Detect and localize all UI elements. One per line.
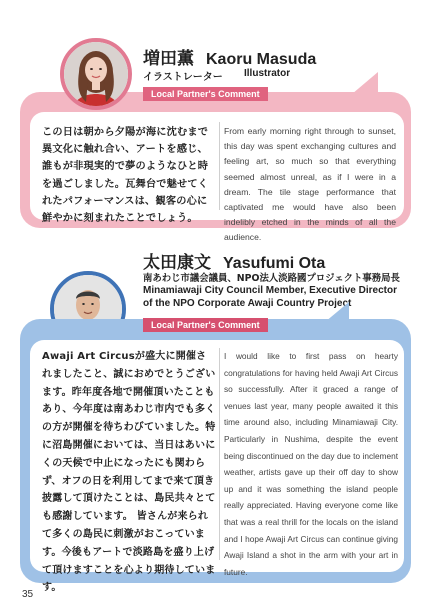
role-en-masuda: Illustrator — [244, 68, 291, 79]
name-en-masuda: Kaoru Masuda — [206, 51, 317, 68]
column-divider-masuda — [219, 122, 220, 210]
role-jp-ota: 南あわじ市議会議員、NPO法人淡路國プロジェクト事務局長 — [143, 273, 400, 284]
name-jp-ota: 太田康文 — [143, 253, 211, 273]
name-en-ota: Yasufumi Ota — [223, 255, 326, 272]
page-number: 35 — [22, 589, 34, 600]
comment-jp-masuda: この日は朝から夕陽が海に沈むまで異文化に触れ合い、アートを感じ、誰もが非現実的で夢のようなひと時を過ごしました。瓦舞台で魅せてくれたパフォーマンスは、観客の心に鮮やかに刻まれたことでしょう。 — [42, 127, 209, 225]
name-jp-masuda: 増田薫 — [143, 49, 194, 69]
local-partner-tag-masuda: Local Partner's Comment — [143, 87, 268, 101]
local-partner-tag-ota: Local Partner's Comment — [143, 318, 268, 332]
column-divider-ota — [219, 348, 220, 560]
avatar-masuda — [60, 38, 132, 110]
comment-jp-ota: Awaji Art Circusが盛大に開催されましたこと、誠におめでとうございます。昨年度各地で開催頂いたこともあり、今年度は南あわじ市内でも多くの方が開催を待ちわびていました。特に沼島開催においては、当日はあいにくの天候で中止になったにも関わらず、オフの日を利用してまで来て頂き披露して頂けたことは、島民共々とても感謝しています。 皆さんが来られて多くの島民に刺激がおこっています。今後もアートで淡路島を盛り上げて頂けますことを心より期待しています。 — [42, 351, 216, 594]
name-row-masuda — [143, 44, 316, 69]
role-en-ota-line1: Minamiawaji City Council Member, Executive Director — [143, 285, 397, 296]
comment-en-masuda: From early morning right through to sunset, this day was spent exchanging cultures and feeling art, so much so that everything seemed almost unreal, as if I were in a dream. The tile stage performance that captivated me would have also been indelibly etched in the minds of all the audience. — [224, 126, 396, 243]
role-jp-masuda: イラストレーター — [143, 72, 223, 83]
comment-en-ota: I would like to first pass on hearty congratulations for having held Awaji Art Circus so successfully. After it graced a range of venues last year, many people awaited it this time around also, including Minamiawaji City. Particularly in Nushima, despite the event being discontinued on the day due to inclement weather, artists gave up their off day to show up and it was something the island people really appreciated. Having everyone come like that was a real thrill for the locals on the island and I hope Awaji Art Circus can continue giving Awaji Island a shot in the arm with your art in future. — [224, 351, 398, 577]
role-en-ota-line2: of the NPO Corporate Awaji Country Project — [143, 298, 352, 309]
speech-tail-pink — [352, 72, 378, 94]
portrait-masuda-image — [64, 42, 128, 106]
